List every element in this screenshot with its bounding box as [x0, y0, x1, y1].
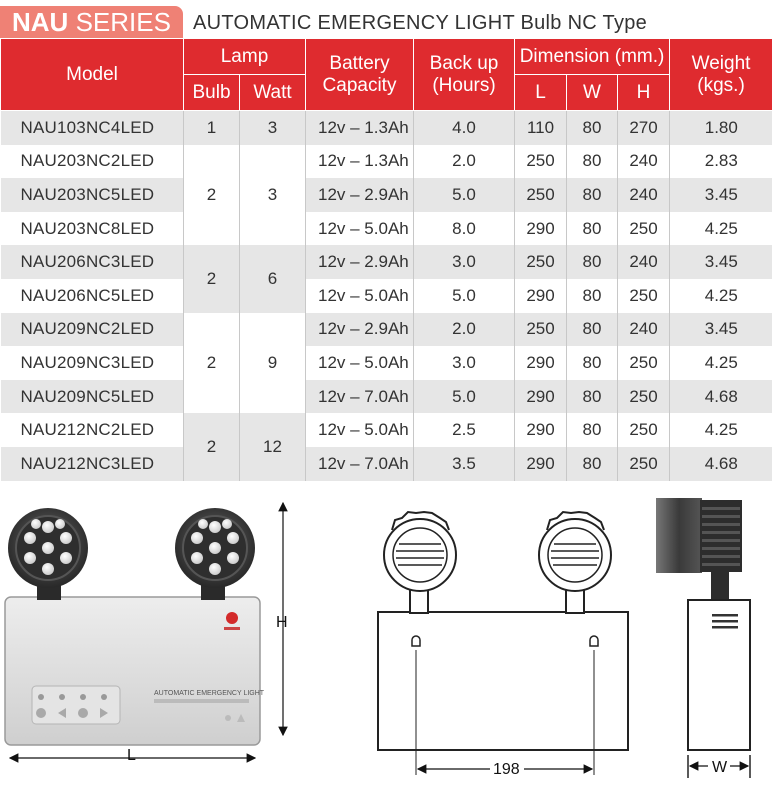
cell-watt: 3	[240, 145, 306, 246]
cell-weight: 2.83	[670, 145, 772, 179]
backup-header-line2: (Hours)	[432, 74, 496, 96]
cell-battery: 12v – 5.0Ah	[306, 413, 414, 447]
back-left-head	[384, 512, 456, 591]
cell-backup: 5.0	[414, 178, 515, 212]
cell-h: 250	[618, 413, 670, 447]
cell-h: 240	[618, 145, 670, 179]
cell-w: 80	[567, 447, 618, 481]
length-label: L	[127, 747, 136, 764]
test-button-icon	[78, 708, 88, 718]
cell-h: 240	[618, 313, 670, 347]
cell-l: 290	[515, 380, 567, 414]
cell-w: 80	[567, 212, 618, 246]
height-label: H	[276, 614, 288, 631]
cell-backup: 3.0	[414, 346, 515, 380]
cell-w: 80	[567, 279, 618, 313]
cell-h: 250	[618, 279, 670, 313]
cell-w: 80	[567, 380, 618, 414]
front-view-drawing	[5, 503, 288, 764]
cell-battery: 12v – 2.9Ah	[306, 313, 414, 347]
cell-l: 250	[515, 178, 567, 212]
cell-backup: 2.5	[414, 413, 515, 447]
cell-backup: 5.0	[414, 279, 515, 313]
cell-battery: 12v – 7.0Ah	[306, 447, 414, 481]
left-lamp-head	[8, 508, 88, 588]
col-watt-header: Watt	[240, 75, 306, 111]
mount-spacing-label: 198	[493, 761, 520, 778]
cell-model: NAU209NC3LED	[20, 352, 155, 372]
cell-bulb: 2	[184, 313, 240, 414]
cell-l: 290	[515, 212, 567, 246]
cell-weight: 4.68	[670, 447, 772, 481]
cell-battery: 12v – 7.0Ah	[306, 380, 414, 414]
cell-weight: 3.45	[670, 178, 772, 212]
cell-w: 80	[567, 245, 618, 279]
cert-mark-icon	[225, 715, 231, 721]
vent-slot	[712, 620, 738, 623]
cell-w: 80	[567, 346, 618, 380]
panel-label-strip	[154, 699, 249, 703]
cell-model: NAU206NC5LED	[20, 285, 155, 305]
weight-header-line1: Weight	[691, 52, 751, 74]
col-h-header: H	[618, 75, 670, 111]
cell-model: NAU203NC5LED	[1, 178, 184, 212]
width-label: W	[712, 759, 728, 776]
vent-slot	[712, 626, 738, 629]
back-view-drawing	[378, 512, 628, 778]
col-lamp-header: Lamp	[184, 39, 306, 75]
cell-l: 290	[515, 413, 567, 447]
cell-model: NAU203NC2LED	[20, 151, 155, 171]
cell-weight: 4.25	[670, 346, 772, 380]
product-subtitle: AUTOMATIC EMERGENCY LIGHT Bulb NC Type	[193, 12, 648, 34]
indicator-led-icon	[59, 694, 65, 700]
cell-l: 110	[515, 111, 567, 145]
right-lamp-head	[175, 508, 255, 588]
side-view-drawing	[656, 498, 750, 778]
cell-model: NAU206NC3LED	[1, 245, 184, 279]
cell-model: NAU103NC4LED	[1, 111, 184, 145]
panel-label: AUTOMATIC EMERGENCY LIGHT	[154, 690, 265, 697]
cell-l: 250	[515, 245, 567, 279]
cell-l: 290	[515, 447, 567, 481]
cell-w: 80	[567, 313, 618, 347]
cell-watt: 12	[240, 413, 306, 480]
cell-battery: 12v – 5.0Ah	[306, 346, 414, 380]
cell-bulb: 2	[184, 413, 240, 480]
cell-weight: 4.25	[670, 413, 772, 447]
indicator-led-icon	[38, 694, 44, 700]
cell-weight: 4.25	[670, 279, 772, 313]
cell-battery: 12v – 5.0Ah	[306, 212, 414, 246]
cell-h: 240	[618, 178, 670, 212]
brand-logo-icon	[226, 612, 238, 624]
cell-backup: 8.0	[414, 212, 515, 246]
cell-l: 290	[515, 279, 567, 313]
back-right-head	[539, 512, 611, 591]
cell-backup: 3.5	[414, 447, 515, 481]
cell-h: 250	[618, 346, 670, 380]
cell-weight: 3.45	[670, 313, 772, 347]
cell-bulb: 2	[184, 245, 240, 312]
indicator-led-icon	[80, 694, 86, 700]
side-lamp-head	[656, 498, 702, 573]
cell-battery: 12v – 5.0Ah	[306, 279, 414, 313]
cell-battery: 12v – 1.3Ah	[306, 111, 414, 145]
cell-w: 80	[567, 413, 618, 447]
cell-watt: 6	[240, 245, 306, 312]
series-name: NAU	[12, 7, 69, 37]
cell-model: NAU212NC2LED	[20, 420, 155, 440]
cell-h: 250	[618, 380, 670, 414]
cell-weight: 3.45	[670, 245, 772, 279]
cell-model: NAU209NC2LED	[1, 313, 184, 347]
cell-watt: 3	[240, 111, 306, 145]
indicator-led-icon	[101, 694, 107, 700]
col-model-header: Model	[1, 39, 184, 111]
brand-logo-wordmark	[224, 627, 240, 630]
cell-weight: 1.80	[670, 111, 772, 145]
cell-backup: 2.0	[414, 313, 515, 347]
control-panel	[32, 686, 120, 724]
cell-battery: 12v – 1.3Ah	[306, 145, 414, 179]
cell-model: NAU212NC3LED	[1, 447, 184, 481]
cell-l: 290	[515, 346, 567, 380]
cell-model: NAU203NC8LED	[20, 218, 155, 238]
weight-header-line2: (kgs.)	[697, 74, 745, 96]
cell-h: 270	[618, 111, 670, 145]
cell-weight: 4.68	[670, 380, 772, 414]
mount-hole-icon	[412, 636, 420, 646]
series-suffix: SERIES	[68, 7, 171, 37]
cell-h: 250	[618, 447, 670, 481]
cell-bulb: 1	[184, 111, 240, 145]
cell-h: 250	[618, 212, 670, 246]
cell-weight: 4.25	[670, 212, 772, 246]
side-lamp-housing	[700, 500, 742, 572]
battery-header-line1: Battery	[329, 52, 390, 74]
cell-l: 250	[515, 145, 567, 179]
cell-backup: 4.0	[414, 111, 515, 145]
side-neck	[711, 572, 729, 600]
cell-bulb: 2	[184, 145, 240, 246]
cell-backup: 5.0	[414, 380, 515, 414]
cell-backup: 2.0	[414, 145, 515, 179]
col-l-header: L	[515, 75, 567, 111]
col-bulb-header: Bulb	[184, 75, 240, 111]
mount-hole-icon	[590, 636, 598, 646]
cell-battery: 12v – 2.9Ah	[306, 178, 414, 212]
col-w-header: W	[567, 75, 618, 111]
cell-h: 240	[618, 245, 670, 279]
cell-model: NAU209NC5LED	[1, 380, 184, 414]
battery-header-line2: Capacity	[322, 74, 397, 96]
vent-slot	[712, 614, 738, 617]
cell-w: 80	[567, 145, 618, 179]
cell-watt: 9	[240, 313, 306, 414]
power-button-icon	[36, 708, 46, 718]
col-dimension-header: Dimension (mm.)	[515, 39, 670, 75]
cell-backup: 3.0	[414, 245, 515, 279]
backup-header-line1: Back up	[429, 52, 499, 74]
cell-w: 80	[567, 178, 618, 212]
cell-w: 80	[567, 111, 618, 145]
cell-l: 250	[515, 313, 567, 347]
cell-battery: 12v – 2.9Ah	[306, 245, 414, 279]
